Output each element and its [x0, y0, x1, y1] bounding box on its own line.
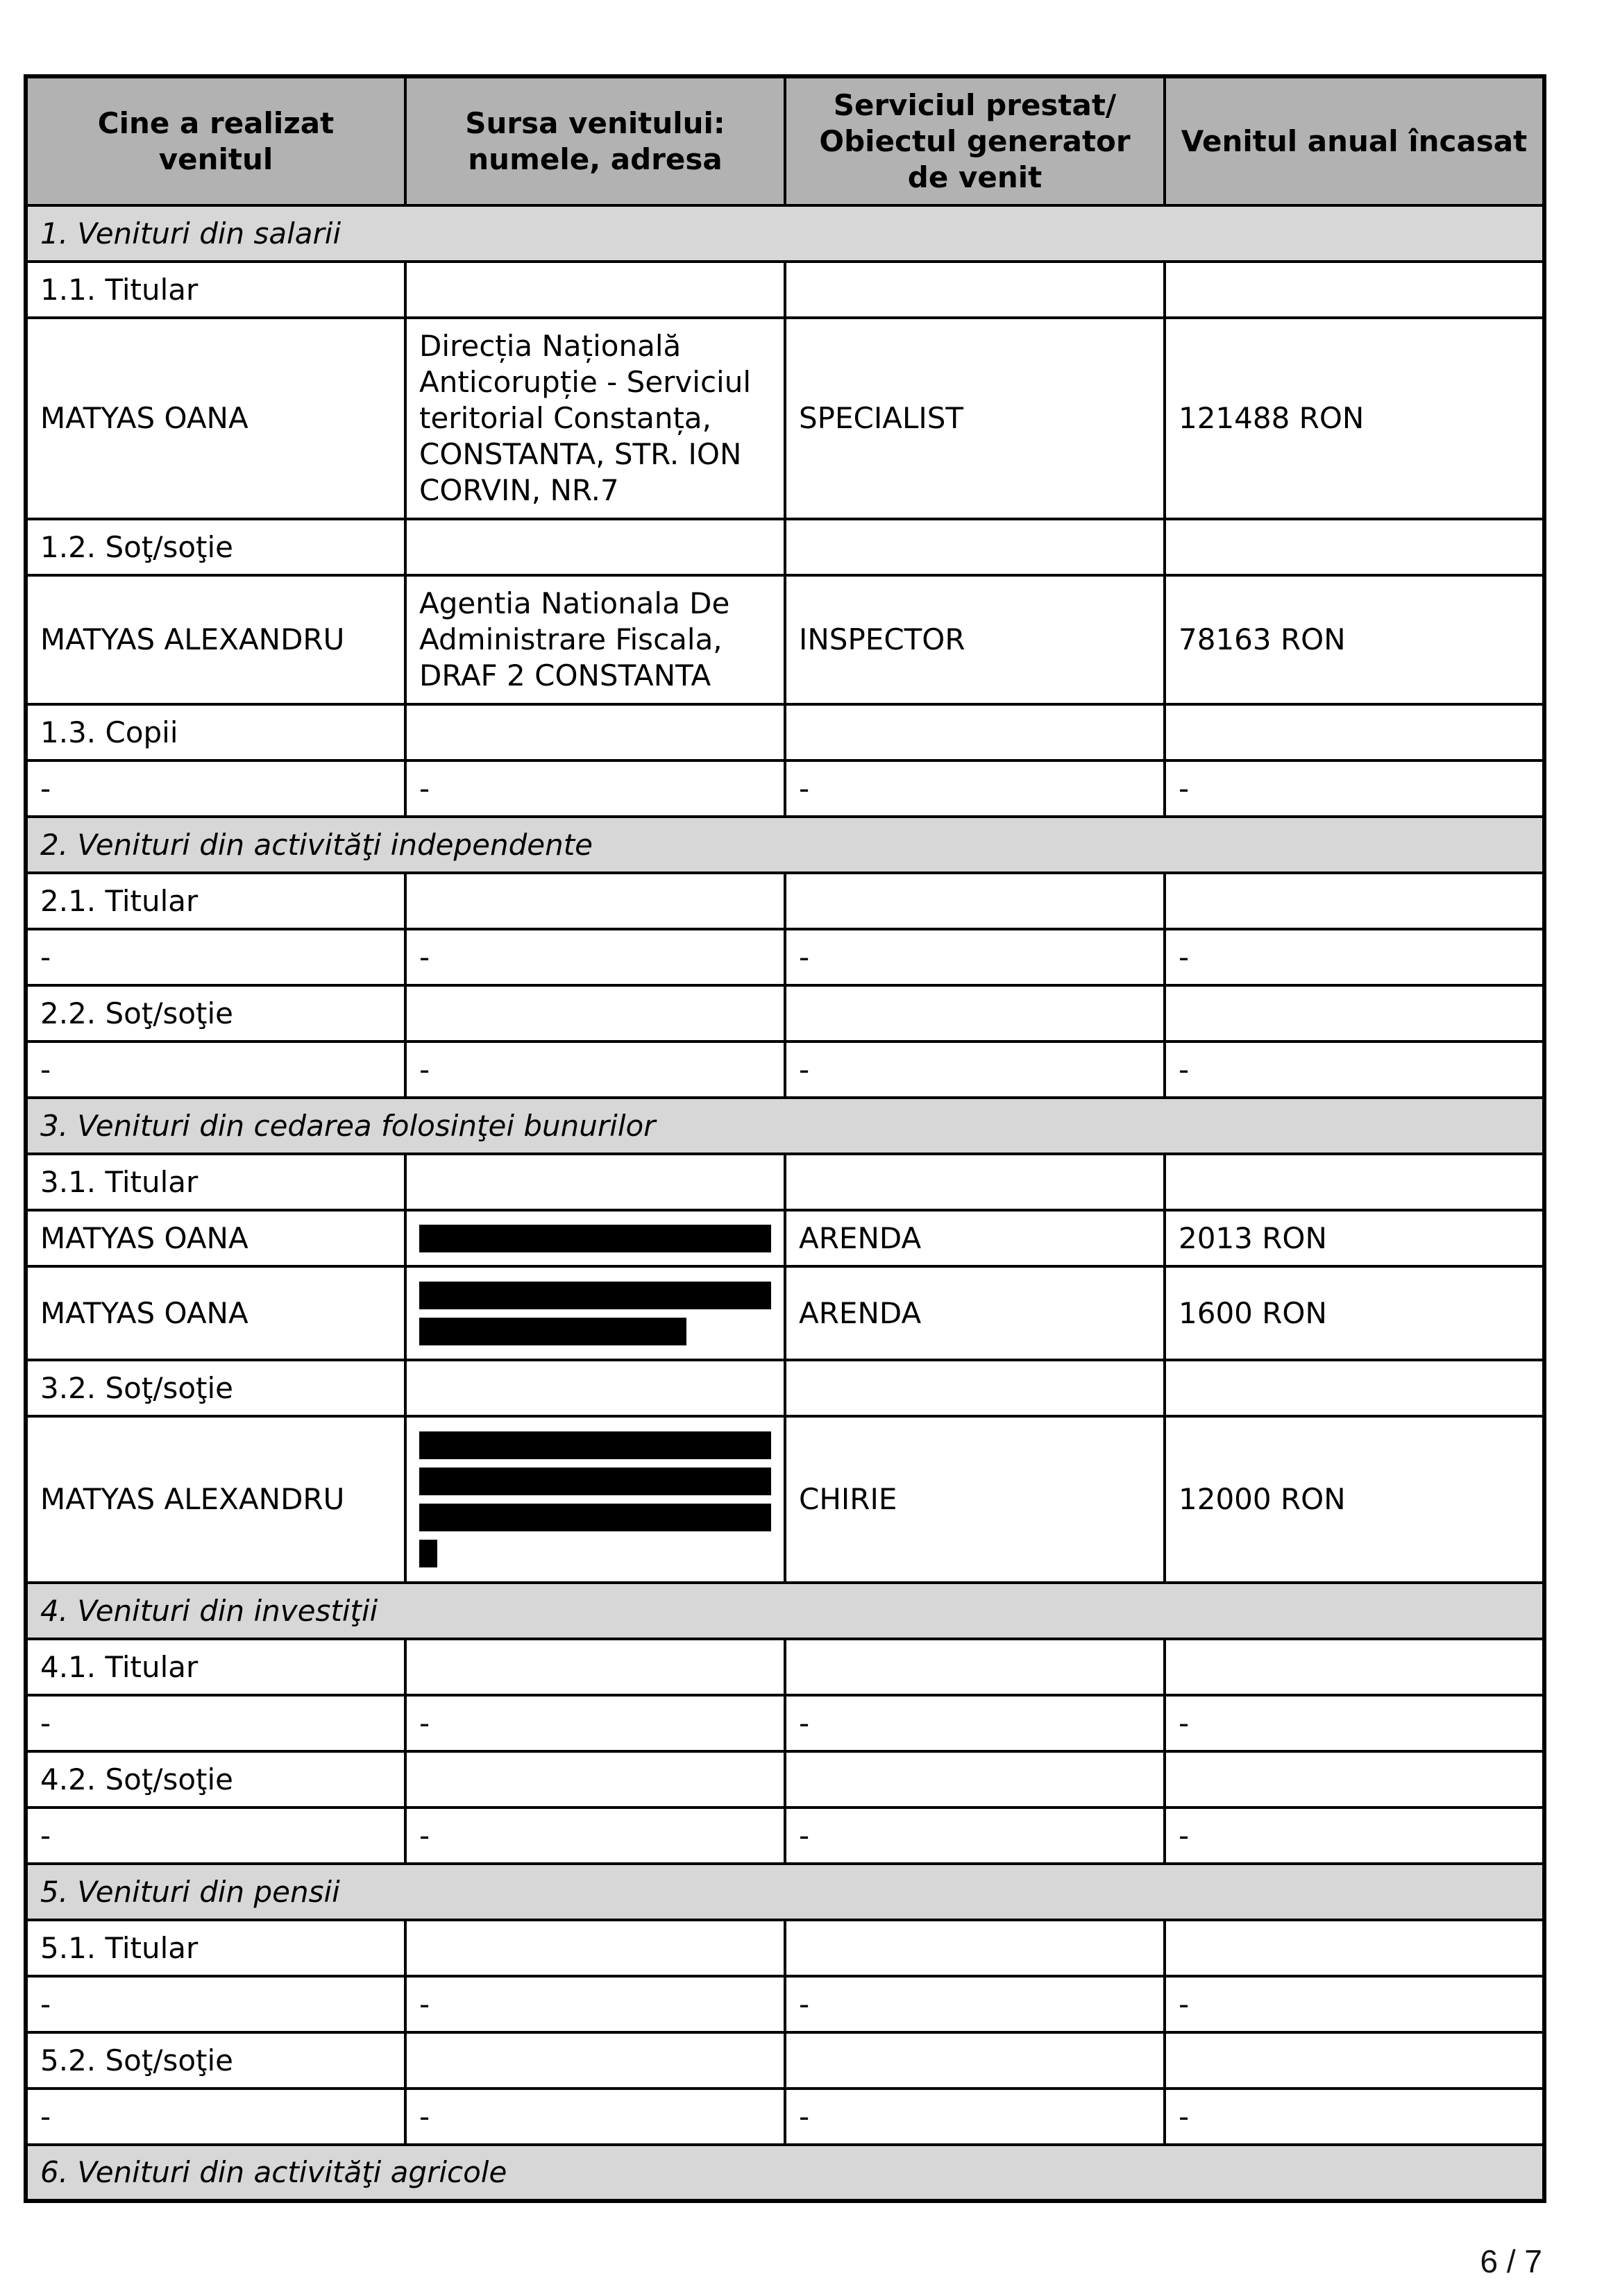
cell-service: ARENDA	[785, 1266, 1165, 1360]
cell-service: CHIRIE	[785, 1416, 1165, 1583]
empty-cell	[1165, 873, 1544, 929]
redaction-bar	[419, 1540, 437, 1567]
cell-service: ARENDA	[785, 1210, 1165, 1266]
section-title: 5. Venituri din pensii	[26, 1864, 1544, 1920]
cell-who: MATYAS OANA	[26, 1210, 405, 1266]
cell-who: MATYAS ALEXANDRU	[26, 1416, 405, 1583]
group-row	[26, 1360, 1544, 1416]
table-row	[26, 1210, 1544, 1266]
cell-income: 121488 RON	[1165, 318, 1544, 519]
empty-cell	[785, 519, 1165, 575]
empty-cell	[1165, 262, 1544, 318]
group-label: 1.2. Soţ/soţie	[26, 519, 405, 575]
table-row	[26, 575, 1544, 704]
group-label: 1.1. Titular	[26, 262, 405, 318]
empty-cell	[1165, 1751, 1544, 1808]
cell-income: -	[1165, 1041, 1544, 1098]
empty-cell	[405, 985, 785, 1041]
empty-cell	[1165, 704, 1544, 760]
cell-source: -	[405, 1808, 785, 1864]
empty-cell	[1165, 519, 1544, 575]
table-row	[26, 2089, 1544, 2145]
income-table	[24, 74, 1546, 2203]
cell-income: -	[1165, 1695, 1544, 1751]
cell-who: -	[26, 929, 405, 985]
header-source: Sursa venitului: numele, adresa	[405, 76, 785, 205]
cell-source-redacted	[405, 1266, 785, 1360]
cell-who: -	[26, 1808, 405, 1864]
redaction-bar	[419, 1431, 771, 1459]
group-row	[26, 1154, 1544, 1210]
empty-cell	[405, 873, 785, 929]
table-row	[26, 760, 1544, 817]
group-row	[26, 519, 1544, 575]
table-row	[26, 929, 1544, 985]
empty-cell	[405, 1639, 785, 1695]
cell-income: -	[1165, 929, 1544, 985]
cell-who: -	[26, 1041, 405, 1098]
group-row	[26, 262, 1544, 318]
table-row	[26, 1808, 1544, 1864]
cell-income: 78163 RON	[1165, 575, 1544, 704]
empty-cell	[785, 1360, 1165, 1416]
empty-cell	[785, 1639, 1165, 1695]
empty-cell	[785, 262, 1165, 318]
cell-source: Direcția Națională Anticorupție - Serviciul teritorial Constanța, CONSTANTA, STR. ION CORVIN, NR.7	[405, 318, 785, 519]
group-label: 5.1. Titular	[26, 1920, 405, 1976]
cell-source: -	[405, 1976, 785, 2032]
empty-cell	[405, 704, 785, 760]
redaction-bar	[419, 1468, 771, 1495]
table-row	[26, 1976, 1544, 2032]
group-label: 5.2. Soţ/soţie	[26, 2032, 405, 2089]
cell-who: MATYAS OANA	[26, 318, 405, 519]
cell-income: -	[1165, 1808, 1544, 1864]
section-property-use	[26, 1098, 1544, 1154]
group-row	[26, 1639, 1544, 1695]
empty-cell	[405, 1751, 785, 1808]
page-number: 6 / 7	[1480, 2243, 1542, 2279]
cell-service: -	[785, 1041, 1165, 1098]
cell-source-redacted	[405, 1416, 785, 1583]
cell-service: -	[785, 929, 1165, 985]
group-label: 2.1. Titular	[26, 873, 405, 929]
empty-cell	[1165, 1360, 1544, 1416]
group-row	[26, 704, 1544, 760]
cell-income: -	[1165, 1976, 1544, 2032]
cell-income: -	[1165, 2089, 1544, 2145]
group-label: 1.3. Copii	[26, 704, 405, 760]
cell-who: -	[26, 1695, 405, 1751]
empty-cell	[1165, 1920, 1544, 1976]
table-row	[26, 318, 1544, 519]
empty-cell	[785, 1751, 1165, 1808]
empty-cell	[1165, 985, 1544, 1041]
redaction-bar	[419, 1225, 771, 1252]
group-label: 3.1. Titular	[26, 1154, 405, 1210]
cell-source: -	[405, 2089, 785, 2145]
cell-service: SPECIALIST	[785, 318, 1165, 519]
cell-service: -	[785, 760, 1165, 817]
header-income: Venitul anual încasat	[1165, 76, 1544, 205]
empty-cell	[785, 704, 1165, 760]
empty-cell	[405, 1920, 785, 1976]
group-row	[26, 985, 1544, 1041]
section-title: 1. Venituri din salarii	[26, 205, 1544, 262]
cell-who: MATYAS OANA	[26, 1266, 405, 1360]
section-title: 3. Venituri din cedarea folosinţei bunurilor	[26, 1098, 1544, 1154]
cell-income: -	[1165, 760, 1544, 817]
cell-source: -	[405, 1041, 785, 1098]
group-row	[26, 1920, 1544, 1976]
cell-service: -	[785, 2089, 1165, 2145]
cell-who: -	[26, 760, 405, 817]
redaction-bar	[419, 1318, 686, 1345]
section-independent-activities	[26, 817, 1544, 873]
cell-source: -	[405, 760, 785, 817]
header-who: Cine a realizat venitul	[26, 76, 405, 205]
empty-cell	[1165, 1154, 1544, 1210]
group-label: 4.2. Soţ/soţie	[26, 1751, 405, 1808]
section-pensions	[26, 1864, 1544, 1920]
empty-cell	[785, 985, 1165, 1041]
cell-income: 12000 RON	[1165, 1416, 1544, 1583]
group-label: 3.2. Soţ/soţie	[26, 1360, 405, 1416]
cell-source: Agentia Nationala De Administrare Fiscala, DRAF 2 CONSTANTA	[405, 575, 785, 704]
table-row	[26, 1266, 1544, 1360]
cell-source: -	[405, 1695, 785, 1751]
cell-service: INSPECTOR	[785, 575, 1165, 704]
table-row	[26, 1041, 1544, 1098]
empty-cell	[405, 519, 785, 575]
empty-cell	[405, 262, 785, 318]
cell-source: -	[405, 929, 785, 985]
cell-who: -	[26, 2089, 405, 2145]
section-title: 4. Venituri din investiţii	[26, 1583, 1544, 1639]
group-label: 2.2. Soţ/soţie	[26, 985, 405, 1041]
empty-cell	[405, 2032, 785, 2089]
group-row	[26, 2032, 1544, 2089]
table-row	[26, 1695, 1544, 1751]
section-investments	[26, 1583, 1544, 1639]
empty-cell	[1165, 2032, 1544, 2089]
redaction-bar	[419, 1282, 771, 1309]
empty-cell	[785, 2032, 1165, 2089]
table-header-row	[26, 76, 1544, 205]
group-label: 4.1. Titular	[26, 1639, 405, 1695]
empty-cell	[405, 1360, 785, 1416]
section-agricultural-activities	[26, 2145, 1544, 2201]
table-row	[26, 1416, 1544, 1583]
cell-service: -	[785, 1808, 1165, 1864]
cell-income: 1600 RON	[1165, 1266, 1544, 1360]
section-salaries	[26, 205, 1544, 262]
empty-cell	[1165, 1639, 1544, 1695]
cell-income: 2013 RON	[1165, 1210, 1544, 1266]
section-title: 2. Venituri din activităţi independente	[26, 817, 1544, 873]
cell-service: -	[785, 1976, 1165, 2032]
cell-who: -	[26, 1976, 405, 2032]
group-row	[26, 1751, 1544, 1808]
empty-cell	[405, 1154, 785, 1210]
empty-cell	[785, 1154, 1165, 1210]
section-title: 6. Venituri din activităţi agricole	[26, 2145, 1544, 2201]
group-row	[26, 873, 1544, 929]
cell-source-redacted	[405, 1210, 785, 1266]
redaction-bar	[419, 1504, 771, 1531]
cell-service: -	[785, 1695, 1165, 1751]
empty-cell	[785, 1920, 1165, 1976]
empty-cell	[785, 873, 1165, 929]
cell-who: MATYAS ALEXANDRU	[26, 575, 405, 704]
header-service: Serviciul prestat/ Obiectul generator de venit	[785, 76, 1165, 205]
